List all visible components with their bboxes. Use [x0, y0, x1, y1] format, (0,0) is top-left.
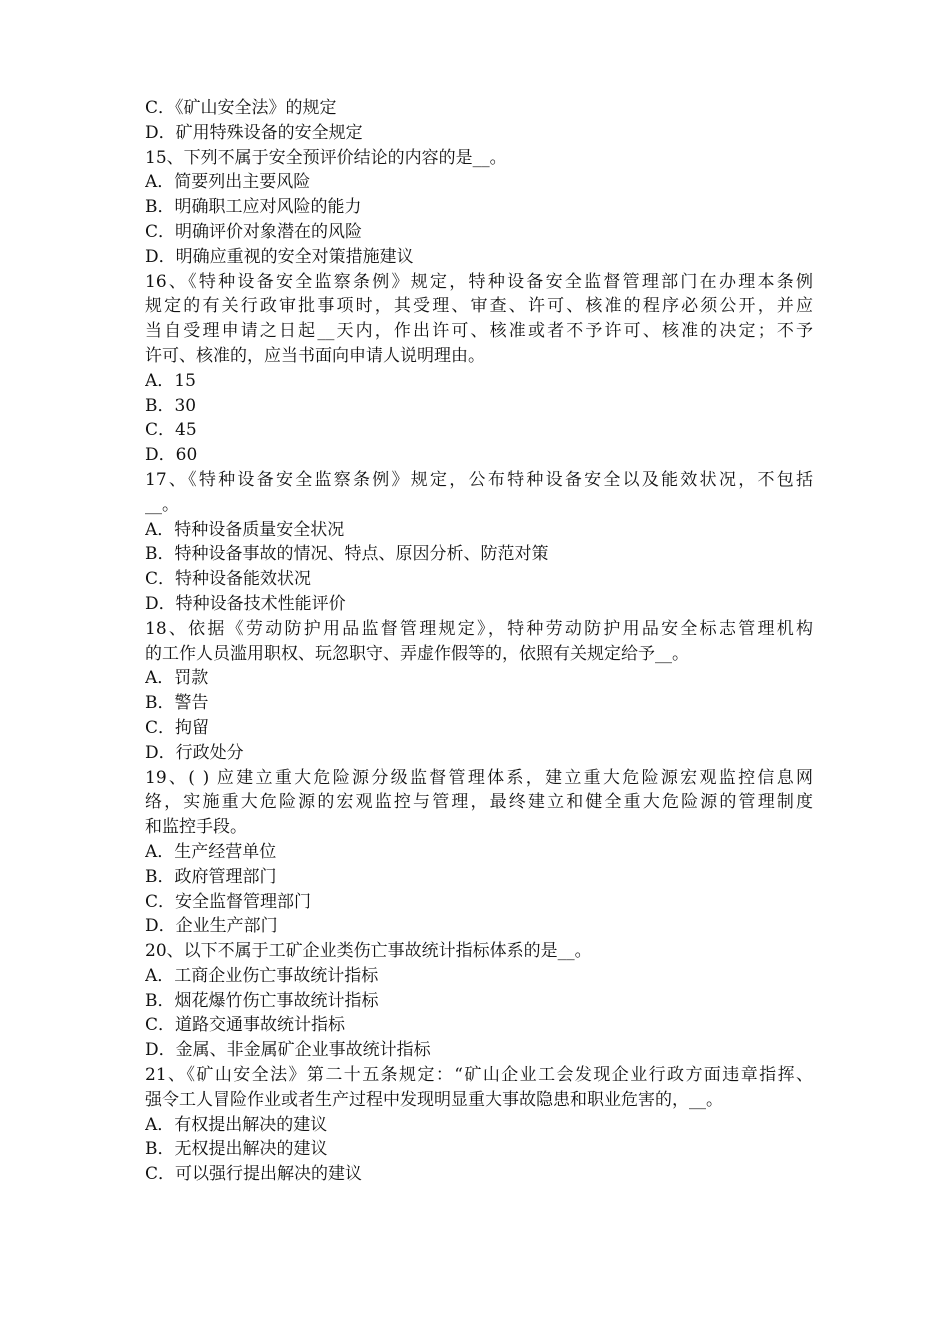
option-b: B．30: [145, 395, 197, 416]
option-a: A．有权提出解决的建议: [145, 1114, 328, 1135]
option-d: D．特种设备技术性能评价: [145, 593, 346, 614]
question-18-cont: 的工作人员滥用职权、玩忽职守、弄虚作假等的，依照有关规定给予__。: [145, 643, 689, 664]
question-16: 16、《特种设备安全监察条例》规定，特种设备安全监督管理部门在办理本条例: [145, 271, 813, 292]
question-17: 17、《特种设备安全监察条例》规定，公布特种设备安全以及能效状况，不包括: [145, 469, 813, 490]
option-a: A．简要列出主要风险: [145, 172, 311, 193]
option-d: D．企业生产部门: [145, 916, 278, 937]
option-c: C．安全监督管理部门: [145, 891, 312, 912]
question-19-cont: 和监控手段。: [145, 817, 247, 838]
option-d: D．金属、非金属矿企业事故统计指标: [145, 1040, 431, 1061]
option-b: B．政府管理部门: [145, 866, 277, 887]
text-line: D．矿用特殊设备的安全规定: [145, 122, 363, 143]
question-16-cont: 许可、核准的，应当书面向申请人说明理由。: [145, 345, 485, 366]
option-a: A．15: [145, 370, 196, 391]
question-18: 18、依据《劳动防护用品监督管理规定》，特种劳动防护用品安全标志管理机构: [145, 618, 813, 639]
question-17-cont: __。: [145, 494, 179, 515]
question-15: 15、下列不属于安全预评价结论的内容的是__。: [145, 147, 507, 168]
text-line: C．《矿山安全法》的规定: [145, 98, 337, 118]
option-c: C．道路交通事故统计指标: [145, 1015, 346, 1036]
option-a: A．生产经营单位: [145, 841, 277, 862]
option-b: B．警告: [145, 693, 209, 714]
option-a: A．罚款: [145, 668, 209, 689]
option-c: C．特种设备能效状况: [145, 569, 312, 590]
option-a: A．特种设备质量安全状况: [145, 519, 345, 540]
question-21: 21、《矿山安全法》第二十五条规定：“矿山企业工会发现企业行政方面违章指挥、: [145, 1065, 813, 1086]
option-b: B．烟花爆竹伤亡事故统计指标: [145, 990, 379, 1011]
document-page: [145, 96, 813, 1187]
option-d: D．行政处分: [145, 742, 244, 763]
question-19: 19、( ) 应建立重大危险源分级监督管理体系，建立重大危险源宏观监控信息网: [145, 767, 813, 788]
option-d: D．60: [145, 445, 198, 466]
question-16-cont: 规定的有关行政审批事项时，其受理、审查、许可、核准的程序必须公开，并应: [145, 296, 813, 317]
option-b: B．明确职工应对风险的能力: [145, 197, 362, 218]
question-21-cont: 强令工人冒险作业或者生产过程中发现明显重大事故隐患和职业危害的，__。: [145, 1089, 723, 1110]
option-c: C．45: [145, 420, 197, 441]
option-c: C．拘留: [145, 717, 210, 738]
question-20: 20、以下不属于工矿企业类伤亡事故统计指标体系的是__。: [145, 941, 592, 962]
option-c: C．明确评价对象潜在的风险: [145, 221, 363, 242]
option-a: A．工商企业伤亡事故统计指标: [145, 965, 379, 986]
option-b: B．无权提出解决的建议: [145, 1139, 328, 1160]
question-19-cont: 络，实施重大危险源的宏观监控与管理，最终建立和健全重大危险源的管理制度: [145, 792, 813, 813]
option-b: B．特种设备事故的情况、特点、原因分析、防范对策: [145, 544, 549, 565]
question-16-cont: 当自受理申请之日起__天内，作出许可、核准或者不予许可、核准的决定；不予: [145, 321, 813, 342]
option-d: D．明确应重视的安全对策措施建议: [145, 246, 414, 267]
option-c: C．可以强行提出解决的建议: [145, 1164, 363, 1185]
